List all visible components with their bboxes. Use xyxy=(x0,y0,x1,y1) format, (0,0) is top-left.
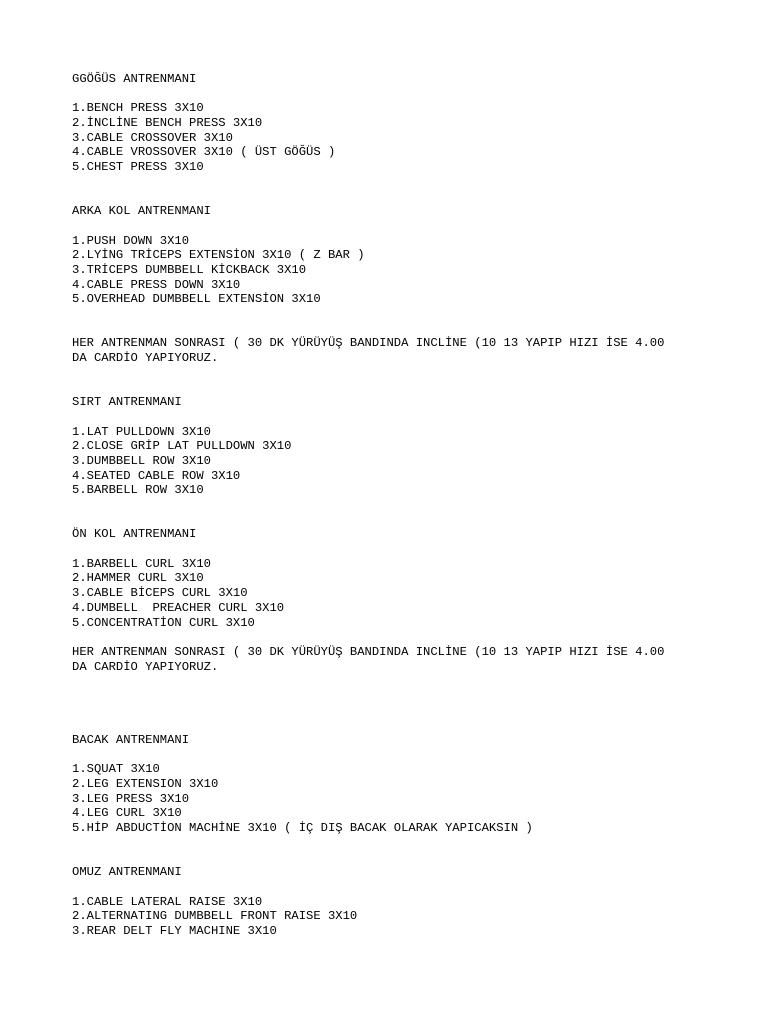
list-item: 3.TRİCEPS DUMBBELL KİCKBACK 3X10 xyxy=(72,262,307,277)
list-item: 3.CABLE BİCEPS CURL 3X10 xyxy=(72,586,248,601)
list-item: 4.CABLE VROSSOVER 3X10 ( ÜST GÖĞÜS ) xyxy=(72,145,336,160)
section-title-gogus: GGÖĞÜS ANTRENMANI xyxy=(72,72,197,86)
list-item: 5.OVERHEAD DUMBBELL EXTENSİON 3X10 xyxy=(72,292,321,307)
section-title-arka-kol: ARKA KOL ANTRENMANI xyxy=(72,204,211,219)
section-title-bacak: BACAK ANTRENMANI xyxy=(72,733,190,748)
cardio-note-line: HER ANTRENMAN SONRASI ( 30 DK YÜRÜYÜŞ BANDINDA INCLİNE (10 13 YAPIP HIZI İSE 4.00 xyxy=(72,644,665,659)
list-item: 1.CABLE LATERAL RAISE 3X10 xyxy=(72,894,263,909)
list-item: 2.LYİNG TRİCEPS EXTENSİON 3X10 ( Z BAR ) xyxy=(72,248,365,263)
list-item: 5.CONCENTRATİON CURL 3X10 xyxy=(72,615,255,630)
list-item: 3.CABLE CROSSOVER 3X10 xyxy=(72,130,233,145)
cardio-note-line: DA CARDİO YAPIYORUZ. xyxy=(72,659,219,674)
document-page xyxy=(72,72,732,939)
list-item: 2.İNCLİNE BENCH PRESS 3X10 xyxy=(72,116,263,131)
list-item: 3.LEG PRESS 3X10 xyxy=(72,791,190,806)
list-item: 3.REAR DELT FLY MACHINE 3X10 xyxy=(72,924,277,938)
cardio-note-line: DA CARDİO YAPIYORUZ. xyxy=(72,351,219,366)
list-item: 1.PUSH DOWN 3X10 xyxy=(72,233,190,248)
list-item: 5.HİP ABDUCTİON MACHİNE 3X10 ( İÇ DIŞ BACAK OLARAK YAPICAKSIN ) xyxy=(72,821,533,836)
list-item: 2.ALTERNATING DUMBBELL FRONT RAISE 3X10 xyxy=(72,909,358,924)
list-item: 4.LEG CURL 3X10 xyxy=(72,806,182,821)
list-item: 5.BARBELL ROW 3X10 xyxy=(72,483,204,498)
list-item: 1.BENCH PRESS 3X10 xyxy=(72,101,204,116)
cardio-note-line: HER ANTRENMAN SONRASI ( 30 DK YÜRÜYÜŞ BANDINDA INCLİNE (10 13 YAPIP HIZI İSE 4.00 xyxy=(72,336,665,351)
list-item: 4.DUMBELL PREACHER CURL 3X10 xyxy=(72,600,285,615)
list-item: 4.SEATED CABLE ROW 3X10 xyxy=(72,468,241,483)
section-title-sirt: SIRT ANTRENMANI xyxy=(72,395,182,410)
list-item: 1.SQUAT 3X10 xyxy=(72,762,160,777)
section-title-omuz: OMUZ ANTRENMANI xyxy=(72,865,182,880)
list-item: 1.BARBELL CURL 3X10 xyxy=(72,556,211,571)
list-item: 5.CHEST PRESS 3X10 xyxy=(72,160,204,175)
list-item: 2.LEG EXTENSION 3X10 xyxy=(72,777,219,792)
list-item: 1.LAT PULLDOWN 3X10 xyxy=(72,424,211,439)
section-title-on-kol: ÖN KOL ANTRENMANI xyxy=(72,527,197,542)
list-item: 2.HAMMER CURL 3X10 xyxy=(72,571,204,586)
list-item: 3.DUMBBELL ROW 3X10 xyxy=(72,453,211,468)
list-item: 4.CABLE PRESS DOWN 3X10 xyxy=(72,277,241,292)
list-item: 2.CLOSE GRİP LAT PULLDOWN 3X10 xyxy=(72,439,292,454)
